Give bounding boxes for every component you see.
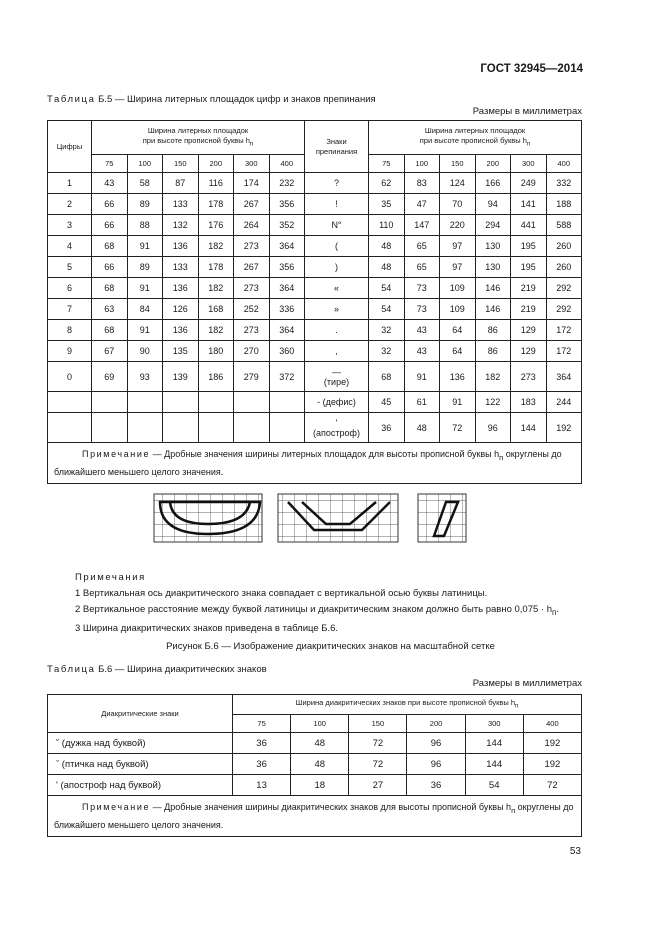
- value-cell: 147: [404, 215, 440, 236]
- value-cell: 364: [269, 236, 305, 257]
- digit-cell: 3: [48, 215, 92, 236]
- value-cell: 54: [465, 775, 523, 796]
- value-cell: 273: [234, 320, 270, 341]
- value-cell: 249: [511, 173, 547, 194]
- table-row: [48, 341, 582, 362]
- table-b6-caption: [47, 664, 267, 675]
- table-b6: [47, 694, 582, 837]
- sign-cell: — (тире): [305, 362, 369, 392]
- value-cell: 84: [127, 299, 163, 320]
- value-cell: 45: [369, 392, 405, 413]
- value-cell: 144: [465, 754, 523, 775]
- value-cell: 66: [92, 215, 128, 236]
- header-line1: Ширина литерных площадок: [424, 125, 526, 135]
- height-header: 100: [404, 155, 440, 173]
- value-cell: 86: [475, 341, 511, 362]
- caption-label: Таблица: [47, 664, 96, 675]
- value-cell: 96: [407, 754, 465, 775]
- value-cell: 364: [269, 320, 305, 341]
- value-cell: 139: [163, 362, 199, 392]
- value-cell: 36: [233, 754, 291, 775]
- value-cell: 441: [511, 215, 547, 236]
- value-cell: 97: [440, 236, 476, 257]
- value-cell: 109: [440, 278, 476, 299]
- value-cell: 133: [163, 257, 199, 278]
- value-cell: 70: [440, 194, 476, 215]
- value-cell: 90: [127, 341, 163, 362]
- note-item-2-tail: .: [556, 604, 559, 615]
- value-cell: 67: [92, 341, 128, 362]
- digit-cell: 9: [48, 341, 92, 362]
- value-cell: 32: [369, 341, 405, 362]
- value-cell: 91: [127, 320, 163, 341]
- figure-notes: [75, 570, 559, 637]
- header-signs-line2: препинания: [315, 146, 358, 156]
- diacritics-grid-figure: [150, 488, 580, 548]
- value-cell: 68: [369, 362, 405, 392]
- value-cell: [234, 392, 270, 413]
- sign-cell: ' (апостроф): [305, 413, 369, 443]
- value-cell: 195: [511, 236, 547, 257]
- value-cell: 588: [546, 215, 582, 236]
- value-cell: 136: [163, 320, 199, 341]
- value-cell: 122: [475, 392, 511, 413]
- sign-cell: .: [305, 320, 369, 341]
- height-header: 400: [269, 155, 305, 173]
- mark-cell: ' (апостроф над буквой): [48, 775, 233, 796]
- value-cell: 94: [475, 194, 511, 215]
- note-item-2: 2 Вертикальное расстояние между буквой латиницы и диакритическим знаком должно быть равно $0,075 \cdot h_п$.: [75, 604, 559, 617]
- sign-cell: - (дефис): [305, 392, 369, 413]
- value-cell: 133: [163, 194, 199, 215]
- sign-cell: »: [305, 299, 369, 320]
- value-cell: 73: [404, 278, 440, 299]
- value-cell: 43: [404, 341, 440, 362]
- value-cell: 146: [475, 278, 511, 299]
- value-cell: 356: [269, 257, 305, 278]
- value-cell: 48: [369, 257, 405, 278]
- value-cell: 63: [92, 299, 128, 320]
- header-line2: при высоте прописной буквы h: [419, 135, 527, 145]
- height-header: 100: [291, 715, 349, 733]
- value-cell: 27: [349, 775, 407, 796]
- caption-text: Б.5 — Ширина литерных площадок цифр и знаков препинания: [98, 94, 376, 105]
- figure-caption: Рисунок Б.6 — Изображение диакритических знаков на масштабной сетке: [166, 641, 495, 652]
- value-cell: 270: [234, 341, 270, 362]
- value-cell: 294: [475, 215, 511, 236]
- value-cell: 273: [511, 362, 547, 392]
- value-cell: [269, 413, 305, 443]
- value-cell: 68: [92, 236, 128, 257]
- value-cell: 129: [511, 341, 547, 362]
- value-cell: 36: [407, 775, 465, 796]
- value-cell: 62: [369, 173, 405, 194]
- digit-cell: 7: [48, 299, 92, 320]
- height-header: 75: [92, 155, 128, 173]
- value-cell: 360: [269, 341, 305, 362]
- height-header: 300: [511, 155, 547, 173]
- value-cell: 36: [369, 413, 405, 443]
- table-row: [48, 392, 582, 413]
- table-row: [48, 257, 582, 278]
- sign-cell: «: [305, 278, 369, 299]
- digit-cell: 0: [48, 362, 92, 392]
- value-cell: [127, 392, 163, 413]
- value-cell: 116: [198, 173, 234, 194]
- value-cell: 58: [127, 173, 163, 194]
- table-row: [48, 733, 582, 754]
- value-cell: 188: [546, 194, 582, 215]
- value-cell: 89: [127, 194, 163, 215]
- value-cell: 89: [127, 257, 163, 278]
- value-cell: 332: [546, 173, 582, 194]
- value-cell: 182: [198, 278, 234, 299]
- value-cell: 43: [92, 173, 128, 194]
- value-cell: 186: [198, 362, 234, 392]
- note-item-2-text: 2 Вертикальное расстояние между буквой латиницы и диакритическим знаком должно быть равно 0,075 · h: [75, 604, 553, 615]
- sign-cell: ): [305, 257, 369, 278]
- value-cell: 273: [234, 278, 270, 299]
- value-cell: 364: [269, 278, 305, 299]
- value-cell: 182: [475, 362, 511, 392]
- value-cell: 182: [198, 320, 234, 341]
- value-cell: 69: [92, 362, 128, 392]
- value-cell: 36: [233, 733, 291, 754]
- value-cell: 356: [269, 194, 305, 215]
- table-row: [48, 775, 582, 796]
- height-header: 300: [465, 715, 523, 733]
- digit-cell: 2: [48, 194, 92, 215]
- header-signs: [305, 121, 369, 173]
- value-cell: 180: [198, 341, 234, 362]
- value-cell: 279: [234, 362, 270, 392]
- table-row: [48, 236, 582, 257]
- header-width-text: Ширина диакритических знаков при высоте прописной буквы h: [295, 697, 516, 707]
- note-label: Примечание: [82, 449, 151, 459]
- table-row: [48, 299, 582, 320]
- table-row: [48, 173, 582, 194]
- value-cell: 144: [465, 733, 523, 754]
- height-header: 200: [198, 155, 234, 173]
- value-cell: 91: [127, 278, 163, 299]
- note-label: Примечание: [82, 802, 151, 812]
- value-cell: 292: [546, 278, 582, 299]
- value-cell: 136: [163, 278, 199, 299]
- height-header: 75: [233, 715, 291, 733]
- header-signs-line1: Знаки: [326, 136, 347, 146]
- sign-cell: !: [305, 194, 369, 215]
- value-cell: 260: [546, 236, 582, 257]
- value-cell: 192: [546, 413, 582, 443]
- digit-cell: 4: [48, 236, 92, 257]
- value-cell: 192: [523, 754, 581, 775]
- value-cell: [234, 413, 270, 443]
- value-cell: [163, 413, 199, 443]
- value-cell: 252: [234, 299, 270, 320]
- height-header: 150: [440, 155, 476, 173]
- value-cell: 48: [291, 733, 349, 754]
- value-cell: 64: [440, 341, 476, 362]
- digit-cell: [48, 413, 92, 443]
- value-cell: 83: [404, 173, 440, 194]
- value-cell: 65: [404, 257, 440, 278]
- value-cell: 35: [369, 194, 405, 215]
- table-row: [48, 754, 582, 775]
- value-cell: 352: [269, 215, 305, 236]
- value-cell: 144: [511, 413, 547, 443]
- value-cell: 219: [511, 299, 547, 320]
- value-cell: 73: [404, 299, 440, 320]
- header-line1: Ширина литерных площадок: [147, 125, 249, 135]
- value-cell: 87: [163, 173, 199, 194]
- table-b5-caption: [47, 94, 376, 105]
- value-cell: 264: [234, 215, 270, 236]
- subscript: п: [249, 140, 254, 148]
- value-cell: 43: [404, 320, 440, 341]
- note-text-end: округлены до ближайшего меньшего целого значения.: [54, 449, 562, 477]
- value-cell: 183: [511, 392, 547, 413]
- digit-cell: 1: [48, 173, 92, 194]
- value-cell: 72: [349, 754, 407, 775]
- digit-cell: [48, 392, 92, 413]
- value-cell: 176: [198, 215, 234, 236]
- value-cell: 178: [198, 257, 234, 278]
- value-cell: 135: [163, 341, 199, 362]
- value-cell: 91: [404, 362, 440, 392]
- height-header: 400: [523, 715, 581, 733]
- value-cell: 109: [440, 299, 476, 320]
- value-cell: 48: [369, 236, 405, 257]
- digit-cell: 8: [48, 320, 92, 341]
- value-cell: 66: [92, 194, 128, 215]
- sign-cell: ?: [305, 173, 369, 194]
- apostrophe-grid: [418, 494, 466, 542]
- value-cell: 195: [511, 257, 547, 278]
- value-cell: 13: [233, 775, 291, 796]
- caron-grid: [278, 494, 398, 542]
- value-cell: 219: [511, 278, 547, 299]
- value-cell: 47: [404, 194, 440, 215]
- header-digits: Цифры: [48, 121, 92, 173]
- header-marks: Диакритические знаки: [48, 695, 233, 733]
- value-cell: 18: [291, 775, 349, 796]
- breve-grid: [154, 494, 262, 542]
- value-cell: 72: [440, 413, 476, 443]
- table-row: [48, 194, 582, 215]
- value-cell: 136: [163, 236, 199, 257]
- value-cell: 68: [92, 278, 128, 299]
- value-cell: 91: [440, 392, 476, 413]
- height-header: 150: [163, 155, 199, 173]
- value-cell: 96: [407, 733, 465, 754]
- sign-cell: N°: [305, 215, 369, 236]
- value-cell: 372: [269, 362, 305, 392]
- value-cell: [269, 392, 305, 413]
- table-row: [48, 413, 582, 443]
- value-cell: 86: [475, 320, 511, 341]
- value-cell: 110: [369, 215, 405, 236]
- value-cell: 93: [127, 362, 163, 392]
- value-cell: 91: [127, 236, 163, 257]
- value-cell: [127, 413, 163, 443]
- table-b5: [47, 120, 582, 484]
- value-cell: 96: [475, 413, 511, 443]
- header-line2: при высоте прописной буквы h: [142, 135, 250, 145]
- value-cell: 132: [163, 215, 199, 236]
- value-cell: 136: [440, 362, 476, 392]
- height-header: 400: [546, 155, 582, 173]
- table-b5-units: Размеры в миллиметрах: [472, 106, 582, 117]
- value-cell: 168: [198, 299, 234, 320]
- mark-cell: ˘ (дужка над буквой): [48, 733, 233, 754]
- note-item-3: 3 Ширина диакритических знаков приведена в таблице Б.6.: [75, 622, 339, 634]
- height-header: 75: [369, 155, 405, 173]
- height-header: 300: [234, 155, 270, 173]
- value-cell: [92, 392, 128, 413]
- value-cell: 32: [369, 320, 405, 341]
- value-cell: 65: [404, 236, 440, 257]
- mark-cell: ˇ (птичка над буквой): [48, 754, 233, 775]
- value-cell: 267: [234, 194, 270, 215]
- height-header: 200: [475, 155, 511, 173]
- note-item-1: 1 Вертикальная ось диакритического знака совпадает с вертикальной осью буквы латиницы.: [75, 588, 488, 599]
- value-cell: 166: [475, 173, 511, 194]
- table-row: [48, 278, 582, 299]
- subscript: п: [526, 140, 531, 148]
- value-cell: 178: [198, 194, 234, 215]
- sign-cell: (: [305, 236, 369, 257]
- height-header: 200: [407, 715, 465, 733]
- value-cell: 66: [92, 257, 128, 278]
- table-row: [48, 215, 582, 236]
- value-cell: 48: [291, 754, 349, 775]
- digit-cell: 5: [48, 257, 92, 278]
- value-cell: [163, 392, 199, 413]
- value-cell: 126: [163, 299, 199, 320]
- note-text-end: округлены до ближайшего меньшего целого значения.: [54, 802, 574, 830]
- value-cell: 182: [198, 236, 234, 257]
- value-cell: 172: [546, 341, 582, 362]
- value-cell: 172: [546, 320, 582, 341]
- height-header: 150: [349, 715, 407, 733]
- value-cell: 130: [475, 257, 511, 278]
- notes-title: Примечания: [75, 572, 146, 583]
- header-width-digits: [92, 121, 305, 155]
- value-cell: 260: [546, 257, 582, 278]
- value-cell: 174: [234, 173, 270, 194]
- value-cell: 267: [234, 257, 270, 278]
- value-cell: 273: [234, 236, 270, 257]
- value-cell: 146: [475, 299, 511, 320]
- table-b6-units: Размеры в миллиметрах: [472, 678, 582, 689]
- value-cell: 88: [127, 215, 163, 236]
- page-number: 53: [569, 846, 581, 857]
- value-cell: 64: [440, 320, 476, 341]
- digit-cell: 6: [48, 278, 92, 299]
- value-cell: 72: [349, 733, 407, 754]
- value-cell: 292: [546, 299, 582, 320]
- value-cell: 336: [269, 299, 305, 320]
- value-cell: 54: [369, 299, 405, 320]
- caption-label: Таблица: [47, 94, 96, 105]
- value-cell: [198, 413, 234, 443]
- table-row: [48, 320, 582, 341]
- sign-cell: ,: [305, 341, 369, 362]
- value-cell: 68: [92, 320, 128, 341]
- table-b5-note: Примечание — Дробные значения ширины литерных площадок для высоты прописной буквы $h_п$ округлены до ближайшего меньшего целого значения.: [48, 443, 582, 484]
- table-b6-note: Примечание — Дробные значения ширины диакритических знаков для высоты прописной буквы $h_п$ округлены до ближайшего меньшего целого значения.: [48, 796, 582, 837]
- value-cell: [198, 392, 234, 413]
- value-cell: 192: [523, 733, 581, 754]
- header-width: Ширина диакритических знаков при высоте прописной буквы $h_п$: [233, 695, 582, 715]
- note-text: — Дробные значения ширины диакритических знаков для высоты прописной буквы h: [150, 802, 512, 812]
- value-cell: 48: [404, 413, 440, 443]
- height-header: 100: [127, 155, 163, 173]
- value-cell: 129: [511, 320, 547, 341]
- value-cell: 141: [511, 194, 547, 215]
- value-cell: 124: [440, 173, 476, 194]
- caption-text: Б.6 — Ширина диакритических знаков: [98, 664, 267, 675]
- value-cell: 130: [475, 236, 511, 257]
- value-cell: 97: [440, 257, 476, 278]
- table-row: [48, 362, 582, 392]
- note-text: — Дробные значения ширины литерных площадок для высоты прописной буквы h: [150, 449, 500, 459]
- value-cell: [92, 413, 128, 443]
- value-cell: 244: [546, 392, 582, 413]
- value-cell: 364: [546, 362, 582, 392]
- value-cell: 232: [269, 173, 305, 194]
- header-width-signs: [369, 121, 582, 155]
- value-cell: 72: [523, 775, 581, 796]
- standard-number: ГОСТ 32945—2014: [480, 63, 583, 75]
- value-cell: 54: [369, 278, 405, 299]
- value-cell: 61: [404, 392, 440, 413]
- value-cell: 220: [440, 215, 476, 236]
